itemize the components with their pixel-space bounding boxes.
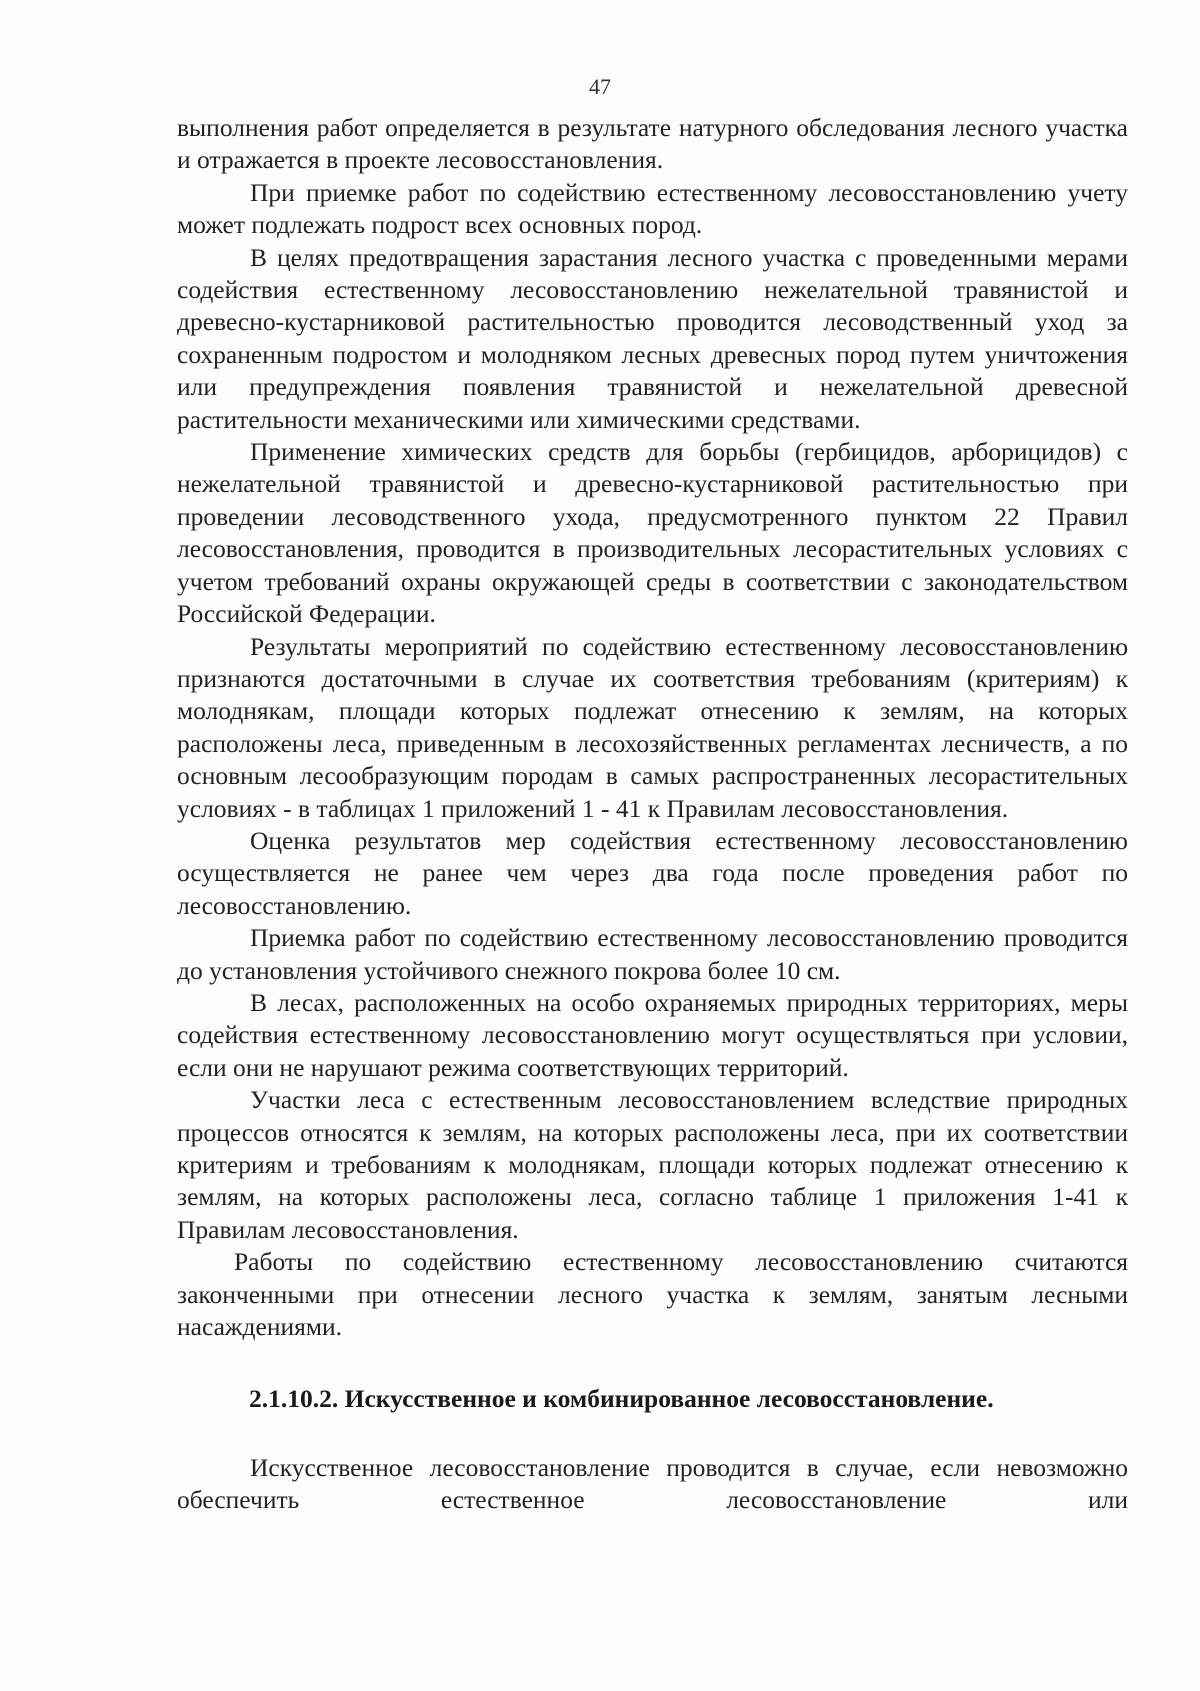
paragraph: При приемке работ по содействию естественному лесовосстановлению учету может подлежать подрост всех основных пород. xyxy=(177,177,1128,240)
paragraph: Приемка работ по содействию естественному лесовосстановлению проводится до установления устойчивого снежного покрова более 10 см. xyxy=(177,923,1128,985)
paragraph: Применение химических средств для борьбы (гербицидов, арборицидов) с нежелательной травянистой и древесно-кустарниковой растительностью при проведении лесоводственного ухода, предусмотренного пунктом 22 Правил лесовосстановления, проводится в производительных лесорастительных условиях с учетом требований охраны окружающей среды в соответствии с законодательством Российской Федерации. xyxy=(177,437,1128,629)
paragraph: Результаты мероприятий по содействию естественному лесовосстановлению признаются достаточными в случае их соответствия требованиям (критериям) к молоднякам, площади которых подлежат отнесению к землям, на которых расположены леса, приведенным в лесохозяйственных регламентах лесничеств, а по основным лесообразующим породам в самых распространенных лесорастительных условиях - в таблицах 1 приложений 1 - 41 к Правилам лесовосстановления. xyxy=(177,631,1128,823)
paragraph: Оценка результатов мер содействия естественному лесовосстановлению осуществляется не ранее чем через два года после проведения работ по лесовосстановлению. xyxy=(177,825,1128,920)
section-paragraph: Искусственное лесовосстановление проводится в случае, если невозможно обеспечить естественное лесовосстановление или xyxy=(177,1452,1128,1515)
paragraph: Участки леса с естественным лесовосстановлением вследствие природных процессов относятся к землям, на которых расположены леса, при их соответствии критериям и требованиям к молоднякам, площади которых подлежат отнесению к землям, на которых расположены леса, согласно таблице 1 приложения 1-41 к Правилам лесовосстановления. xyxy=(177,1085,1128,1244)
paragraph: Работы по содействию естественному лесовосстановлению считаются законченными при отнесении лесного участка к землям, занятым лесными насаждениями. xyxy=(177,1247,1128,1342)
page-number: 47 xyxy=(589,74,611,99)
paragraph: выполнения работ определяется в результате натурного обследования лесного участка и отражается в проекте лесовосстановления. xyxy=(177,113,1128,175)
section-heading: 2.1.10.2. Искусственное и комбинированное лесовосстановление. xyxy=(249,1384,994,1414)
paragraph: В лесах, расположенных на особо охраняемых природных территориях, меры содействия естественному лесовосстановлению могут осуществляться при условии, если они не нарушают режима соответствующих территорий. xyxy=(177,987,1128,1082)
document-body xyxy=(177,112,1128,1517)
paragraph: В целях предотвращения зарастания лесного участка с проведенными мерами содействия естественному лесовосстановлению нежелательной травянистой и древесно-кустарниковой растительностью проводится лесоводственный уход за сохраненным подростом и молодняком лесных древесных пород путем уничтожения или предупреждения появления травянистой и нежелательной древесной растительности механическими или химическими средствами. xyxy=(177,242,1128,434)
